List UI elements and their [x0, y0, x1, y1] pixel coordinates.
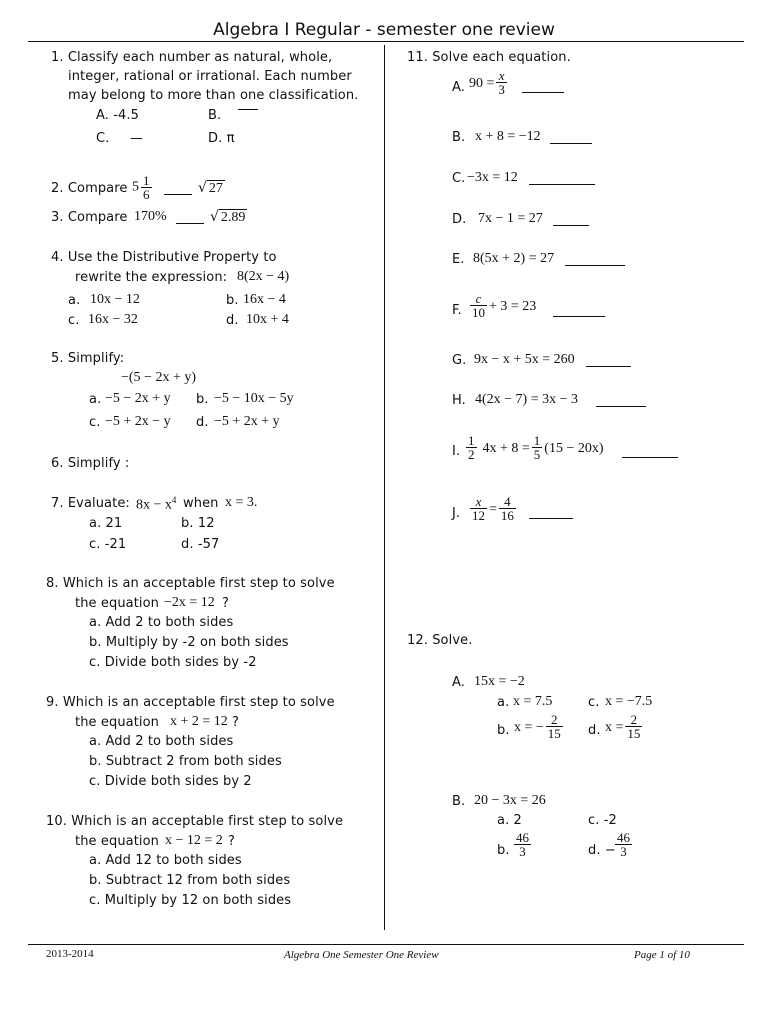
q10-qmark: ? [228, 834, 235, 849]
q11-J-den1: 12 [472, 508, 485, 523]
q5-label: 5. Simplify: [51, 351, 125, 366]
q2-sqrt [198, 177, 225, 197]
q11-D-label: D. [452, 212, 467, 227]
q11-F-equation [468, 292, 536, 319]
q11-D-answer-blank[interactable] [553, 225, 589, 226]
q12-A-b-fraction [546, 713, 563, 740]
q11-J-num2: 4 [499, 495, 516, 509]
q12-B-equation: 20 − 3x = 26 [474, 793, 546, 808]
q11-J-num1: x [470, 495, 487, 509]
q1-option-c: C. [96, 131, 110, 146]
q11-I-num1: 1 [468, 433, 475, 448]
header-rule [28, 41, 744, 42]
q12-A-b-den: 15 [547, 726, 561, 741]
q8-option-b: b. Multiply by -2 on both sides [89, 635, 289, 650]
q11-H-answer-blank[interactable] [596, 406, 646, 407]
q11-J-label: J. [452, 506, 461, 521]
q1-option-b-overline [238, 109, 258, 110]
q4-option-b: 16x − 4 [243, 292, 286, 307]
q11-I-rhs: (15 − 20x) [544, 441, 604, 456]
q2-mixed-number [132, 174, 154, 201]
q12-A-label: A. [452, 675, 465, 690]
q12-B-option-b [512, 831, 533, 858]
q12-B-option-b-label: b. [497, 843, 510, 858]
footer-year: 2013-2014 [46, 948, 94, 960]
q11-F-rhs: + 3 = 23 [489, 299, 537, 314]
q11-B-label: B. [452, 130, 466, 145]
q12-B-b-num: 46 [516, 830, 529, 845]
q4-line2: rewrite the expression: [75, 270, 228, 285]
q10-option-b: b. Subtract 12 from both sides [89, 873, 291, 888]
q11-A-den: 3 [498, 82, 505, 97]
q12-B-b-fraction [514, 831, 531, 858]
q4-option-c-label: c. [68, 313, 80, 328]
q1-text-line1: 1. Classify each number as natural, whole, [51, 50, 333, 65]
q7-expr-base: 8x − x [136, 497, 172, 513]
q7-option-c: c. -21 [89, 537, 127, 552]
q8-equation: −2x = 12 [164, 595, 215, 610]
q11-H-label: H. [452, 393, 466, 408]
q1-option-d: D. π [208, 131, 235, 146]
q11-D-equation: 7x − 1 = 27 [478, 211, 543, 226]
q3-percent: 170% [134, 209, 167, 224]
q12-B-d-num: 46 [617, 830, 630, 845]
q12-A-option-b [514, 713, 565, 740]
q11-C-equation: −3x = 12 [467, 170, 518, 185]
q2-whole: 5 [132, 179, 139, 195]
q5-option-d: −5 + 2x + y [214, 414, 280, 429]
q7-exponent: 4 [171, 495, 177, 505]
q7-option-a: a. 21 [89, 516, 123, 531]
q12-B-option-c: c. -2 [588, 813, 617, 828]
q1-option-c-value: — [130, 131, 144, 146]
q12-label: 12. Solve. [407, 633, 473, 648]
q11-I-den2: 5 [533, 447, 541, 462]
q11-J-equals: = [489, 502, 497, 517]
q1-option-b: B. [208, 108, 222, 123]
q12-A-option-a: x = 7.5 [513, 694, 553, 709]
q8-line2: the equation [75, 596, 160, 611]
q4-option-a-label: a. [68, 293, 81, 308]
q10-option-c: c. Multiply by 12 on both sides [89, 893, 292, 908]
q7-condition: x = 3. [225, 495, 258, 510]
q3-answer-blank[interactable] [176, 223, 204, 224]
q3-sqrt [210, 206, 247, 226]
footer-title: Algebra One Semester One Review [284, 949, 439, 961]
q5-option-c: −5 + 2x − y [105, 414, 171, 429]
q12-A-option-a-label: a. [497, 695, 510, 710]
q9-option-a: a. Add 2 to both sides [89, 734, 234, 749]
q5-expression: −(5 − 2x + y) [121, 370, 197, 385]
q11-F-num: c [470, 292, 487, 306]
q7-label: 7. Evaluate: [51, 496, 130, 511]
footer-rule [28, 944, 744, 945]
radical-sign-icon: √ [210, 209, 219, 225]
q12-A-option-d-label: d. [588, 723, 601, 738]
q4-option-c: 16x − 32 [88, 312, 138, 327]
q12-B-label: B. [452, 794, 466, 809]
q10-option-a: a. Add 12 to both sides [89, 853, 242, 868]
q11-A-equation [469, 69, 509, 96]
q11-J-equation [468, 495, 518, 522]
q12-A-d-num: 2 [625, 713, 642, 727]
q11-H-equation: 4(2x − 7) = 3x − 3 [475, 392, 579, 407]
q12-B-option-d [613, 831, 634, 858]
q9-equation: x + 2 = 12 [170, 714, 228, 729]
q5-option-a-label: a. [89, 392, 102, 407]
q5-option-a: −5 − 2x + y [105, 391, 171, 406]
q11-J-fraction-2 [499, 495, 516, 522]
q11-A-lhs: 90 = [469, 76, 495, 91]
q12-A-option-d [605, 713, 644, 740]
q11-F-label: F. [452, 303, 462, 318]
q11-I-num2: 1 [533, 433, 541, 448]
q7-option-d: d. -57 [181, 537, 220, 552]
q12-A-d-den: 15 [627, 726, 641, 741]
q1-text-line2: integer, rational or irrational. Each number [68, 69, 352, 84]
q3-label: 3. Compare [51, 210, 128, 225]
q11-I-answer-blank[interactable] [622, 457, 678, 458]
q9-line2: the equation [75, 715, 160, 730]
q3-radicand: 2.89 [220, 210, 246, 225]
q12-A-d-fraction [625, 713, 642, 740]
q2-answer-blank[interactable] [164, 194, 192, 195]
q11-E-equation: 8(5x + 2) = 27 [473, 251, 555, 266]
q11-label: 11. Solve each equation. [407, 50, 571, 65]
q12-B-b-den: 3 [519, 844, 526, 859]
q11-A-num: x [496, 69, 507, 83]
q10-equation: x − 12 = 2 [165, 833, 223, 848]
q11-I-fraction-1 [466, 434, 477, 461]
q5-option-b: −5 − 10x − 5y [214, 391, 294, 406]
q2-fraction [141, 174, 152, 201]
q12-A-option-c: x = −7.5 [605, 694, 653, 709]
q4-option-d-label: d. [226, 313, 239, 328]
q10-line2: the equation [75, 834, 160, 849]
q11-A-fraction [496, 69, 507, 96]
q12-A-option-b-label: b. [497, 723, 510, 738]
q11-C-answer-blank[interactable] [529, 184, 595, 185]
q9-qmark: ? [232, 715, 239, 730]
q11-A-answer-blank[interactable] [522, 92, 564, 93]
q11-F-den: 10 [472, 305, 485, 320]
q11-I-label: I. [452, 444, 461, 459]
radical-sign-icon: √ [198, 180, 207, 196]
q11-J-answer-blank[interactable] [529, 518, 573, 519]
q12-B-d-den: 3 [620, 844, 627, 859]
q12-B-option-a: a. 2 [497, 813, 522, 828]
q9-option-b: b. Subtract 2 from both sides [89, 754, 282, 769]
column-divider [384, 45, 385, 930]
q9-line1: 9. Which is an acceptable first step to solve [46, 695, 335, 710]
q5-option-b-label: b. [196, 392, 209, 407]
q9-option-c: c. Divide both sides by 2 [89, 774, 252, 789]
q11-E-answer-blank[interactable] [565, 265, 625, 266]
q11-B-equation: x + 8 = −12 [475, 129, 541, 144]
q4-option-b-label: b. [226, 293, 239, 308]
q11-I-den1: 2 [468, 447, 475, 462]
q1-option-a: A. -4.5 [96, 108, 139, 123]
q11-C-label: C. [452, 171, 466, 186]
q7-option-b: b. 12 [181, 516, 215, 531]
q12-A-b-num: 2 [546, 713, 563, 727]
q8-option-c: c. Divide both sides by -2 [89, 655, 257, 670]
q11-J-fraction-1 [470, 495, 487, 522]
q12-A-d-pre: x = [605, 720, 624, 735]
q4-option-d: 10x + 4 [246, 312, 289, 327]
q5-option-d-label: d. [196, 415, 209, 430]
q11-I-fraction-2 [532, 434, 543, 461]
q12-B-option-d-label: d. − [588, 843, 616, 858]
q8-qmark: ? [222, 596, 229, 611]
q6-label: 6. Simplify : [51, 456, 130, 471]
q8-line1: 8. Which is an acceptable first step to solve [46, 576, 335, 591]
q11-I-mid: 4x + 8 = [482, 441, 530, 456]
q2-numerator: 1 [143, 173, 150, 188]
q12-A-b-pre: x = − [514, 720, 544, 735]
q8-option-a: a. Add 2 to both sides [89, 615, 234, 630]
q11-A-label: A. [452, 80, 465, 95]
q4-option-a: 10x − 12 [90, 292, 140, 307]
q11-G-label: G. [452, 353, 467, 368]
q11-F-fraction [470, 292, 487, 319]
q11-G-answer-blank[interactable] [586, 366, 631, 367]
footer-page-number: Page 1 of 10 [634, 949, 690, 961]
q4-expression: 8(2x − 4) [237, 269, 290, 284]
q5-option-c-label: c. [89, 415, 101, 430]
q12-A-option-c-label: c. [588, 695, 600, 710]
q11-F-answer-blank[interactable] [553, 316, 605, 317]
q12-B-d-fraction [615, 831, 632, 858]
q11-G-equation: 9x − x + 5x = 260 [474, 352, 575, 367]
q10-line1: 10. Which is an acceptable first step to solve [46, 814, 344, 829]
q7-when: when [183, 496, 219, 511]
q11-J-den2: 16 [500, 508, 514, 523]
q2-radicand: 27 [208, 181, 223, 196]
q2-denominator: 6 [143, 187, 150, 202]
q7-expression [136, 495, 176, 514]
q11-I-equation [464, 434, 604, 461]
page-title: Algebra I Regular - semester one review [213, 20, 555, 40]
q2-label: 2. Compare [51, 181, 128, 196]
q11-E-label: E. [452, 252, 465, 267]
q1-text-line3: may belong to more than one classification. [68, 88, 359, 103]
q12-A-equation: 15x = −2 [474, 674, 525, 689]
q4-line1: 4. Use the Distributive Property to [51, 250, 277, 265]
q11-B-answer-blank[interactable] [550, 143, 592, 144]
